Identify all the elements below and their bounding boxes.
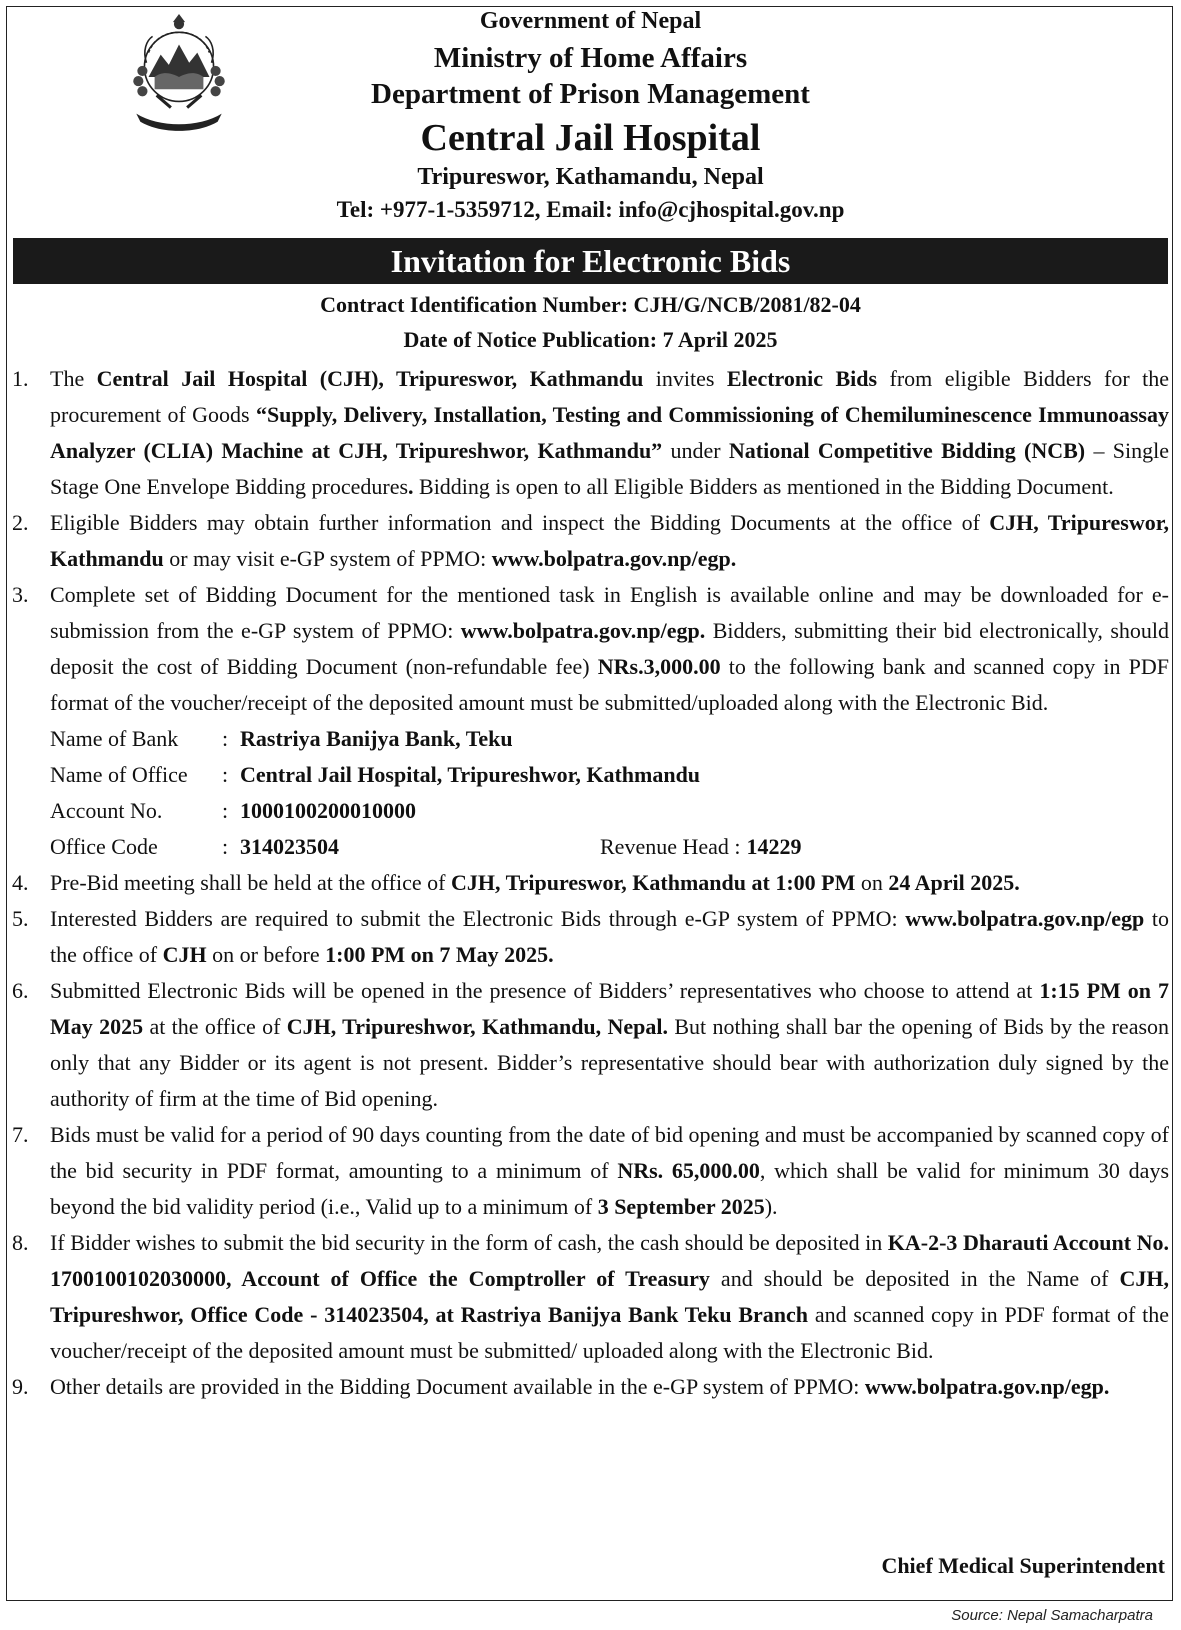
office-name-label: Name of Office [50, 762, 188, 787]
list-item [12, 1369, 1169, 1405]
list-item [12, 577, 1169, 721]
item-text: to the office of [50, 906, 1169, 967]
header-department: Department of Prison Management [371, 78, 810, 110]
item-text: at the office of [143, 1014, 287, 1039]
item-text: on [855, 870, 889, 895]
bank-name-label: Name of Bank [50, 726, 179, 751]
source-credit: Source: Nepal Samacharpatra [951, 1607, 1153, 1624]
item-bold: KA-2-3 Dharauti Account No. 1700100102030000, Account of Office the Comptroller of Treasury [50, 1230, 1169, 1291]
item-bold: National Competitive Bidding (NCB) [728, 438, 1086, 463]
item-number: 3. [12, 582, 29, 607]
office-name-value: Central Jail Hospital, Tripureshwor, Kathmandu [240, 762, 701, 787]
revenue-head [600, 829, 802, 865]
item-text: or may visit e-GP system of PPMO: [163, 546, 492, 571]
item-text: Bidding is open to all Eligible Bidders as mentioned in the Bidding Document. [413, 474, 1114, 499]
item-text: Pre-Bid meeting shall be held at the office of [50, 870, 451, 895]
item-text: , which shall be valid for minimum 30 days beyond the bid validity period (i.e., Valid up to a minimum of [50, 1158, 1170, 1219]
item-number: 4. [12, 870, 29, 895]
item-bold: 1:15 PM on 7 May 2025 [50, 978, 1169, 1039]
egp-link: www.bolpatra.gov.np/egp. [460, 618, 706, 643]
notice-body [12, 361, 1169, 1405]
item-bold: . [408, 474, 414, 499]
bank-row [50, 793, 1169, 829]
notice-title-banner: Invitation for Electronic Bids [13, 238, 1168, 284]
item-text: Submitted Electronic Bids will be opened in the presence of Bidders’ representatives who choose to attend at [50, 978, 1040, 1003]
bank-row [50, 829, 1169, 865]
item-number: 9. [12, 1374, 29, 1399]
bank-colon: : [222, 762, 229, 787]
item-bold: 1:00 PM on 7 May 2025. [325, 942, 554, 967]
item-number: 5. [12, 906, 29, 931]
item-text: But nothing shall bar the opening of Bids by the reason only that any Bidder or its agent is not present. Bidder’s representative should bear with authorization duly signed by the authority of firm at the time of Bid opening. [50, 1014, 1170, 1111]
item-number: 8. [12, 1230, 29, 1255]
list-item [12, 505, 1169, 577]
header-government: Government of Nepal [479, 8, 702, 34]
bank-row [50, 757, 1169, 793]
bank-colon: : [222, 798, 229, 823]
header-hospital: Central Jail Hospital [420, 117, 761, 159]
item-bold: NRs.3,000.00 [597, 654, 721, 679]
egp-link: www.bolpatra.gov.np/egp. [864, 1374, 1110, 1399]
item-text: to the following bank and scanned copy in PDF format of the voucher/receipt of the deposited amount must be submitted/uploaded along with the Electronic Bid. [50, 654, 1170, 715]
bank-details [50, 721, 1169, 865]
list-item [12, 1117, 1169, 1225]
bank-colon: : [222, 834, 229, 859]
item-text: and should be deposited in the Name of [709, 1266, 1120, 1291]
item-bold: “Supply, Delivery, Installation, Testing and Commissioning of Chemiluminescence Immunoassay Analyzer (CLIA) Machine at CJH, Tripureshwor, Kathmandu” [50, 402, 1169, 463]
item-bold: CJH, Tripureswor, Kathmandu [50, 510, 1169, 571]
item-number: 1. [12, 366, 29, 391]
item-bold: Electronic Bids [726, 366, 878, 391]
contract-id: Contract Identification Number: CJH/G/NCB/2081/82-04 [320, 292, 861, 317]
bank-name-value: Rastriya Banijya Bank, Teku [240, 726, 513, 751]
revenue-head-label: Revenue Head : [600, 834, 741, 859]
item-text: Other details are provided in the Bidding Document available in the e-GP system of PPMO: [50, 1374, 865, 1399]
item-bold: NRs. 65,000.00 [617, 1158, 760, 1183]
item-text: Complete set of Bidding Document for the mentioned task in English is available online and may be downloaded for e-submission from the e-GP system of PPMO: [50, 582, 1169, 643]
bank-row [50, 721, 1169, 757]
item-text: Bidders, submitting their bid electronically, should deposit the cost of Bidding Document (non-refundable fee) [50, 618, 1170, 679]
list-item [12, 865, 1169, 901]
egp-link: www.bolpatra.gov.np/egp [905, 906, 1145, 931]
item-number: 6. [12, 978, 29, 1003]
item-number: 7. [12, 1122, 29, 1147]
office-code-value: 314023504 [240, 834, 339, 859]
item-bold: 24 April 2025. [888, 870, 1020, 895]
item-text: Interested Bidders are required to submit the Electronic Bids through e-GP system of PPMO: [50, 906, 906, 931]
list-item [12, 901, 1169, 973]
item-text: under [662, 438, 729, 463]
account-label: Account No. [50, 798, 163, 823]
signatory-title: Chief Medical Superintendent [881, 1553, 1165, 1578]
egp-link: www.bolpatra.gov.np/egp. [491, 546, 737, 571]
item-text: and scanned copy in PDF format of the voucher/receipt of the deposited amount must be submitted/ uploaded along with the Electronic Bid. [50, 1302, 1169, 1363]
item-number: 2. [12, 510, 29, 535]
bank-colon: : [222, 726, 229, 751]
item-text: Bids must be valid for a period of 90 days counting from the date of bid opening and must be accompanied by scanned copy of the bid security in PDF format, amounting to a minimum of [50, 1122, 1169, 1183]
item-text: The [50, 366, 97, 391]
list-item [12, 361, 1169, 505]
list-item [12, 973, 1169, 1117]
item-text: – Single Stage One Envelope Bidding procedures [50, 438, 1169, 499]
office-code-label: Office Code [50, 834, 158, 859]
account-value: 1000100200010000 [240, 798, 416, 823]
item-text: If Bidder wishes to submit the bid security in the form of cash, the cash should be deposited in [50, 1230, 888, 1255]
revenue-head-value: 14229 [746, 834, 802, 859]
item-text: ). [764, 1194, 778, 1219]
item-text: on or before [206, 942, 326, 967]
list-item [12, 1225, 1169, 1369]
header-ministry: Ministry of Home Affairs [433, 42, 748, 74]
item-bold: 3 September 2025 [597, 1194, 765, 1219]
item-text: from eligible Bidders for the procurement of Goods [50, 366, 1169, 427]
item-text: Eligible Bidders may obtain further information and inspect the Bidding Documents at the office of [50, 510, 990, 535]
publication-date: Date of Notice Publication: 7 April 2025 [403, 327, 778, 352]
item-bold: CJH, Tripureshwor, Kathmandu, Nepal. [286, 1014, 669, 1039]
item-bold: CJH, Tripureswor, Kathmandu at 1:00 PM [450, 870, 856, 895]
item-bold: CJH [162, 942, 207, 967]
header-contact: Tel: +977-1-5359712, Email: info@cjhospital.gov.np [336, 197, 845, 222]
header-address: Tripureswor, Kathamandu, Nepal [417, 164, 764, 190]
item-bold: Central Jail Hospital (CJH), Tripureswor, Kathmandu [96, 366, 644, 391]
item-bold: CJH, Tripureshwor, Office Code - 314023504, at Rastriya Banijya Bank Teku Branch [50, 1266, 1169, 1327]
item-text: invites [643, 366, 727, 391]
